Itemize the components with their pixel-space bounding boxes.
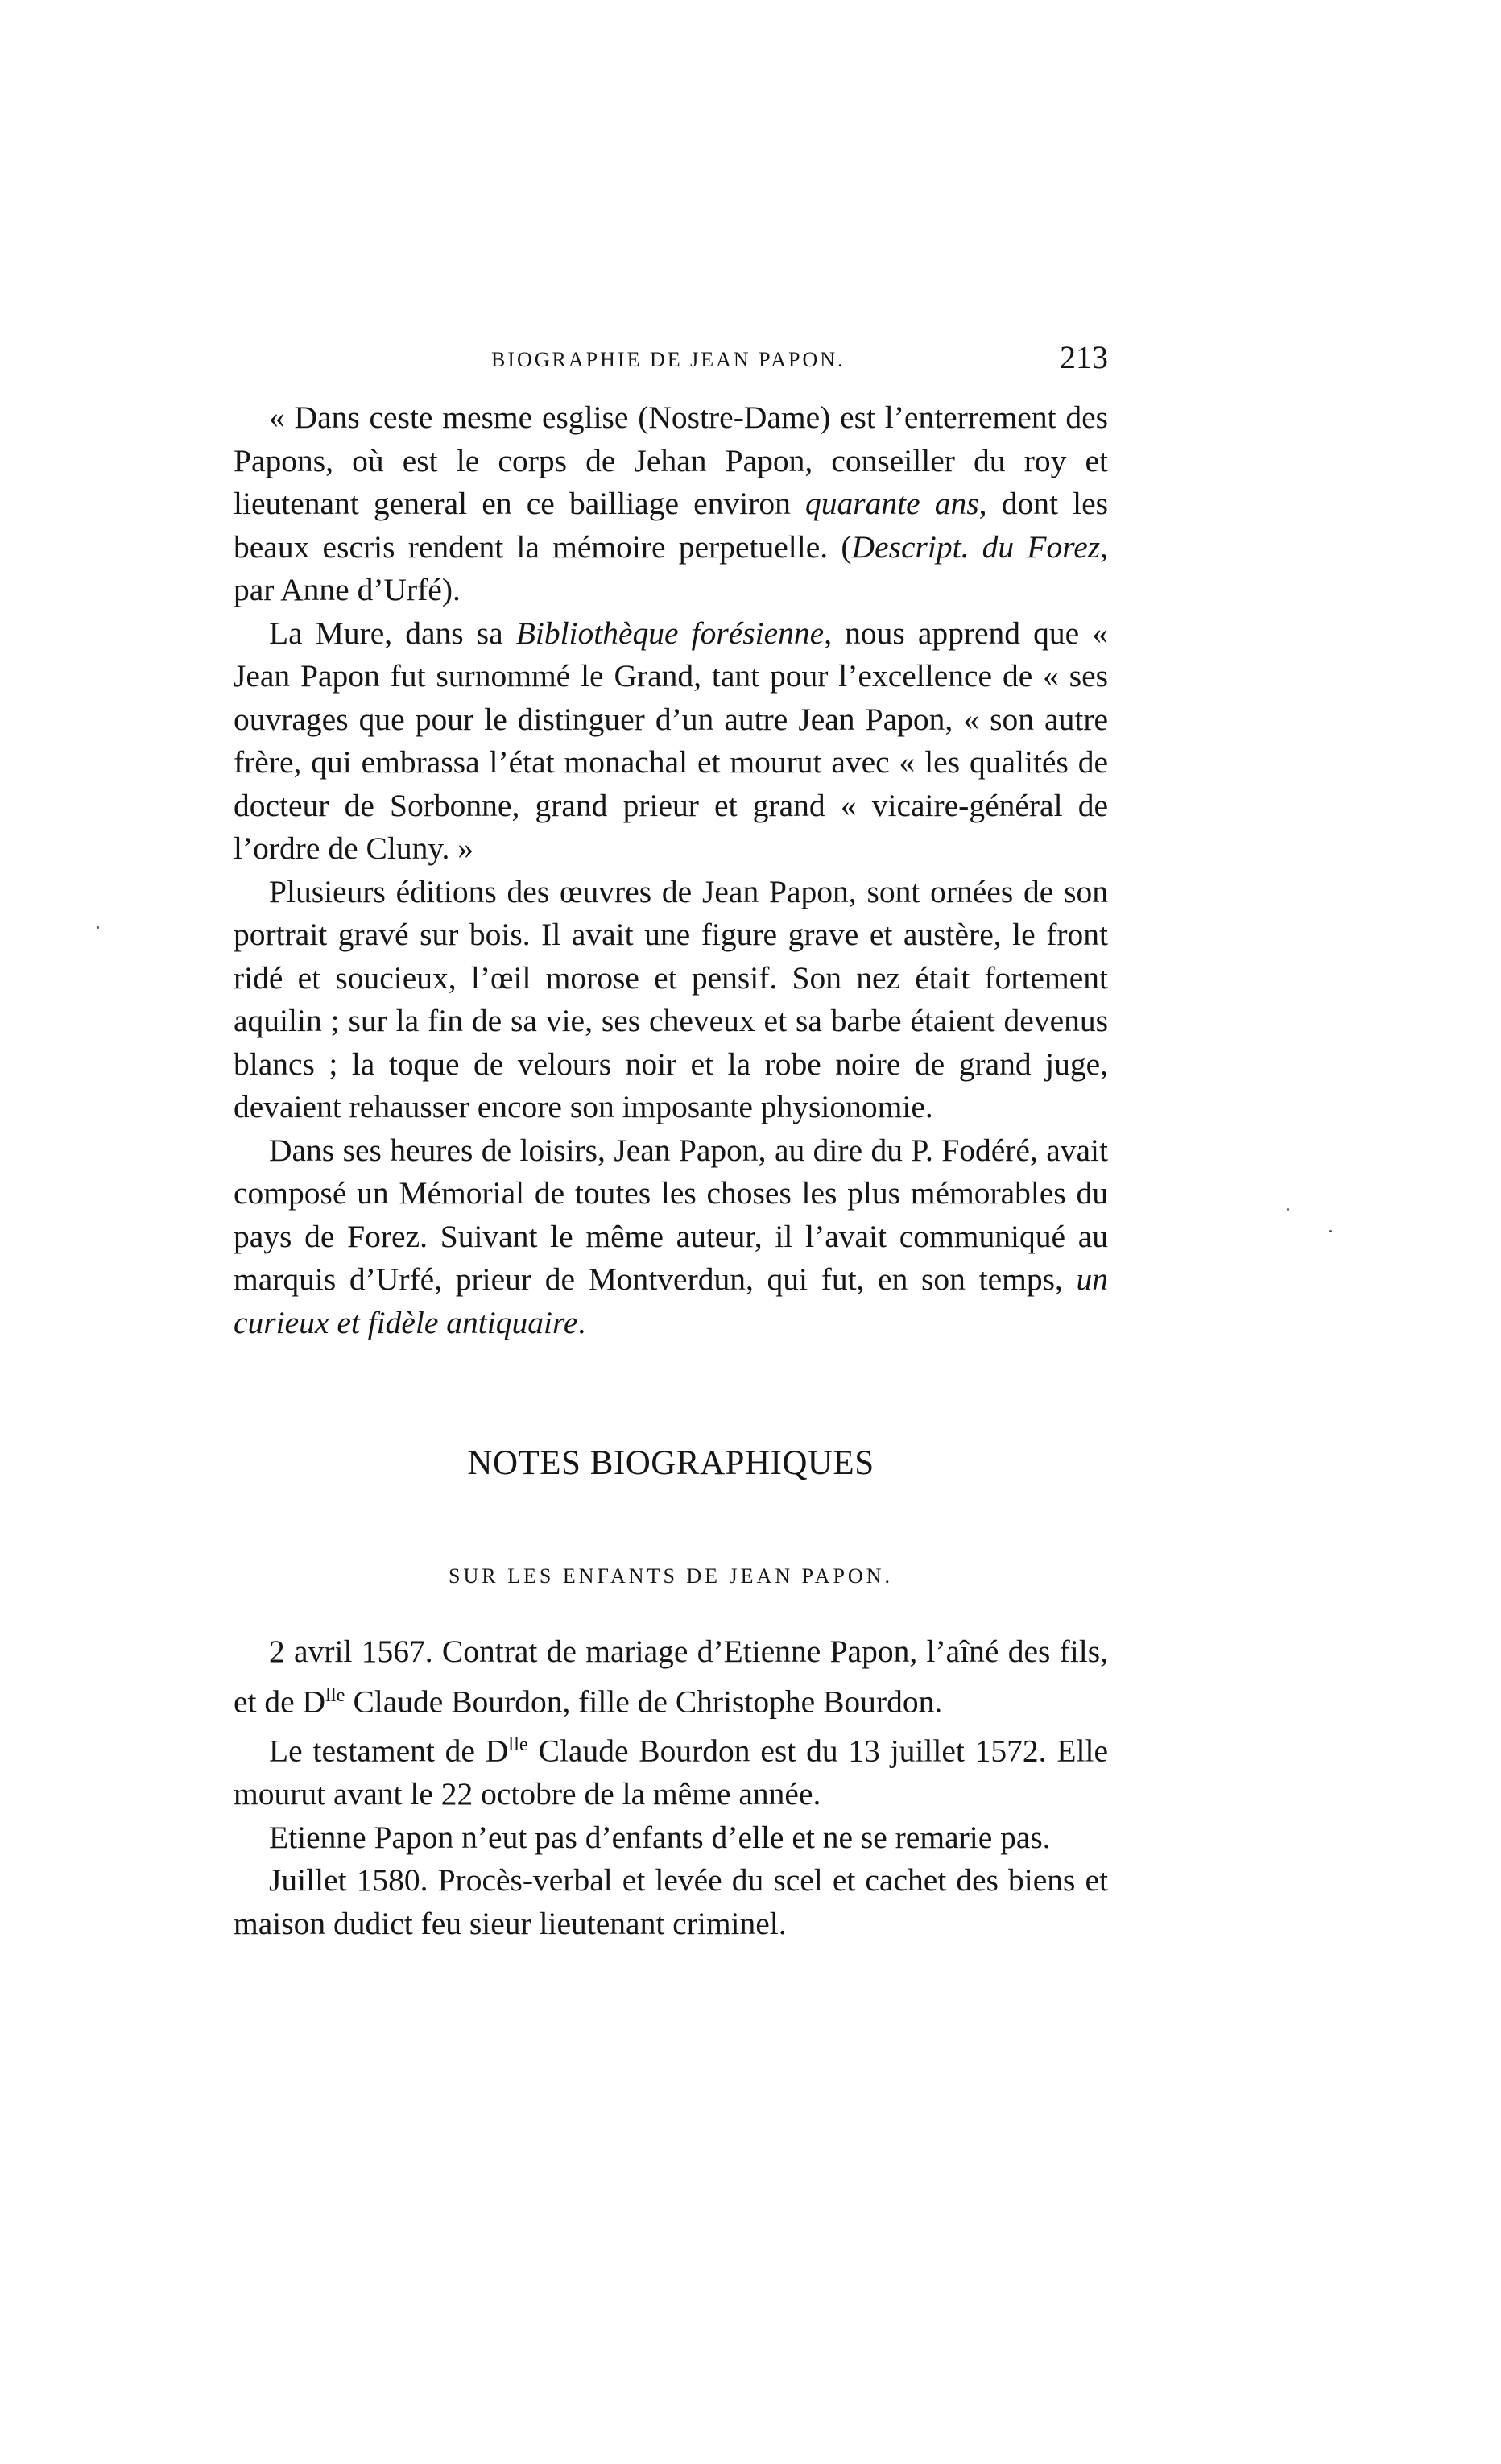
section-subtitle: SUR LES ENFANTS DE JEAN PAPON. <box>449 1564 893 1588</box>
section-title: NOTES BIOGRAPHIQUES <box>467 1444 875 1482</box>
italic-antiquaire: un curieux et fidèle antiquaire <box>234 1261 1108 1340</box>
notes-text <box>234 1630 1108 1945</box>
body-text-top <box>234 396 1108 1344</box>
note-testament: Le testament de $D^{lle}$ Claude Bourdon est du 13 juillet 1572. Elle mourut avant le 22 octobre de la même année. <box>234 1733 1108 1812</box>
italic-quarante-ans: quarante ans <box>805 486 979 521</box>
print-speck <box>97 926 99 929</box>
note-contrat: 2 avril 1567. Contrat de mariage d’Etienne Papon, l’aîné des fils, et de $D^{lle}$ Claude Bourdon, fille de Christophe Bourdon. <box>234 1634 1108 1719</box>
note-juillet: Juillet 1580. Procès-verbal et levée du scel et cachet des biens et maison dudict feu sieur lieutenant criminel. <box>234 1862 1108 1941</box>
print-speck <box>1287 1208 1289 1211</box>
quote-paragraph: « Dans ceste mesme esglise (Nostre-Dame) est l’enterrement des Papons, où est le corps de Jehan Papon, conseiller du roy et lieutenant general en ce bailliage environ quarante ans, dont les beaux escris rendent la mémoire perpetuelle. (Descript. du Forez, par Anne d’Urfé). <box>234 400 1108 607</box>
memorial-paragraph: Dans ses heures de loisirs, Jean Papon, au dire du P. Fodéré, avait composé un Mémorial de toutes les choses les plus mémorables du pays de Forez. Suivant le même auteur, il l’avait communiqué au marquis d’Urfé, prieur de Montverdun, qui fut, en son temps, un curieux et fidèle antiquaire. <box>234 1132 1108 1340</box>
note-etienne: Etienne Papon n’eut pas d’enfants d’elle et ne se remarie pas. <box>269 1819 1051 1855</box>
italic-bibliotheque: Bibliothèque forésienne <box>515 615 825 651</box>
italic-descript-forez: Descript. du Forez <box>851 528 1101 565</box>
running-title: BIOGRAPHIE DE JEAN PAPON. <box>491 348 846 371</box>
print-speck <box>1329 1230 1332 1232</box>
la-mure-paragraph: La Mure, dans sa Bibliothèque forésienne, nous apprend que « Jean Papon fut surnommé le Grand, tant pour l’excellence de « ses ouvrages que pour le distinguer d’un autre Jean Papon, « son autre frère, qui embrassa l’état monachal et mourut avec « les qualités de docteur de Sorbonne, grand prieur et grand « vicaire-général de l’ordre de Cluny. » <box>234 615 1108 866</box>
portrait-paragraph: Plusieurs éditions des œuvres de Jean Papon, sont ornées de son portrait gravé sur bois. Il avait une figure grave et austère, le front ridé et soucieux, l’œil morose et pensif. Son nez était fortement aquilin ; sur la fin de sa vie, ses cheveux et sa barbe étaient devenus blancs ; la toque de velours noir et la robe noire de grand juge, devaient rehausser encore son imposante physionomie. <box>234 873 1108 1124</box>
running-head <box>234 338 1108 387</box>
page-number: 213 <box>1060 339 1108 375</box>
